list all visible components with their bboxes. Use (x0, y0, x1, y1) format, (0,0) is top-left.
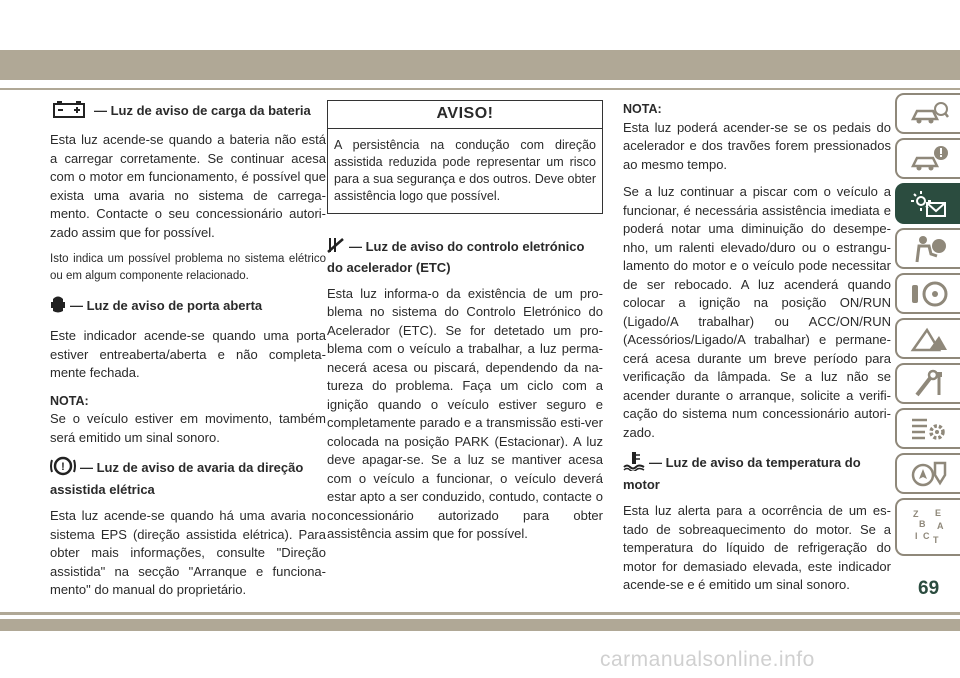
wrench-tools-icon (909, 369, 949, 399)
note-title: NOTA: (50, 393, 89, 408)
temperature-icon (623, 451, 645, 476)
svg-text:T: T (932, 535, 938, 545)
section-heading-eps (50, 456, 326, 499)
column-3 (623, 100, 891, 604)
tab-car-alert[interactable] (895, 138, 960, 179)
note-text: Esta luz poderá acender-se se os pedais do acelerador e dos travões forem pressionados ao mesmo tempo. (623, 119, 891, 172)
svg-text:C: C (922, 531, 929, 541)
column-2 (327, 100, 603, 553)
watermark: carmanualsonline.info (600, 648, 815, 671)
door-open-icon (50, 294, 66, 319)
airbag-safety-icon (909, 234, 949, 264)
tab-steering-start[interactable] (895, 273, 960, 314)
heading-text: — Luz de aviso da temperatura do motor (623, 454, 861, 492)
tab-airbag-safety[interactable] (895, 228, 960, 269)
svg-text:!: ! (61, 461, 65, 473)
paragraph: Esta luz informa-o da existência de um pro-blema no sistema do Controlo Eletrónico do Acelerador (ETC). Se for detetado um pro-blema com o veículo a trabalhar, a luz perma-necerá acesa ou piscará, dependendo da na-tureza do problema. Faça um ciclo com a ignição quando o veículo estiver seguro e completamente parado e a transmissão esti-ver colocada na posição PARK (Estacionar). A luz deve apagar-se. Se a luz se mantiver acesa com o veículo a funcionar, o veículo deverá estar apto a ser conduzido, contudo, contacte o concessionário autorizado para obter assistência assim que for possível. (327, 285, 603, 541)
note-title: NOTA: (623, 102, 662, 116)
svg-text:A: A (936, 521, 943, 531)
section-heading-battery (50, 100, 326, 123)
section-heading-temperature (623, 451, 891, 494)
warning-text: A persistência na condução com direção assistida reduzida pode representar um risco para a sua segurança e dos outros. Deve obter assistência logo que possível. (334, 137, 596, 203)
page-number: 69 (918, 578, 940, 599)
section-heading-etc (327, 236, 603, 277)
paragraph-small: Isto indica um possível problema no sistema elétrico ou em algum componente relacionado. (50, 253, 326, 282)
svg-text:B: B (918, 519, 925, 529)
navigation-multimedia-icon (909, 459, 949, 489)
paragraph: Se a luz continuar a piscar com o veículo a funcionar, é necessária assistência imediata e poderá notar uma diminuição do desempe-nho, um ralenti elevado/duro ou o estrangu-lamento do motor e o veículo pode necessitar de ser rebocado. A luz acenderá quando colocar a ignição na posição ON/RUN (Ligado/A trabalhar) ou ACC/ON/RUN (Acessórios/Ligado/A trabalhar) e permane-cerá acesa durante um breve período para verificação da lâmpada. Se a luz não se acender durante o arranque, solicite a verifi-cação do sistema num concessionário autori-zado. (623, 184, 891, 440)
heading-text: — Luz de aviso de carga da bateria (94, 102, 311, 118)
index-icon (909, 507, 949, 547)
chapter-tabs (895, 93, 960, 560)
steering-start-icon (909, 279, 949, 309)
footer-rule (0, 612, 960, 615)
tab-settings-list[interactable] (895, 408, 960, 449)
heading-text: — Luz de aviso do controlo eletrónico do acelerador (ETC) (327, 238, 585, 275)
heading-text: — Luz de aviso de avaria da direção assistida elétrica (50, 459, 304, 497)
tab-warning-triangle[interactable] (895, 318, 960, 359)
car-alert-icon (909, 144, 949, 174)
paragraph: Esta luz acende-se quando há uma avaria no sistema EPS (direção assistida elétrica). Para obter mais informações, consulte "Direção assistida" na secção "Arranque e funciona-mento" do manual do proprietário. (50, 508, 326, 597)
paragraph: Este indicador acende-se quando uma porta estiver entreaberta/aberta e não completa-mente fechada. (50, 328, 326, 380)
warning-triangle-icon (909, 324, 949, 354)
footer-band (0, 619, 960, 631)
svg-text:I: I (914, 531, 918, 541)
tab-dashboard-lights[interactable] (895, 183, 960, 224)
warning-box (327, 100, 603, 214)
svg-text:Z: Z (912, 509, 918, 519)
header-rule (0, 88, 960, 90)
section-heading-door (50, 294, 326, 319)
heading-text: — Luz de aviso de porta aberta (70, 297, 263, 313)
dashboard-lights-icon (909, 189, 949, 219)
paragraph: Esta luz alerta para a ocorrência de um es-tado de sobreaquecimento do motor. Se a temperatura do líquido de refrigeração do motor for demasiado elevada, este indicador acende-se e é emitido um sinal sonoro. (623, 503, 891, 592)
battery-icon (50, 100, 90, 123)
paragraph: Esta luz acende-se quando a bateria não está a carregar corretamente. Se continuar acesa com o motor em funcionamento, é possível que exista uma avaria no sistema de carrega-mento. Contacte o seu concessionário autori-zado assim que for possível. (50, 132, 326, 240)
tab-car-info[interactable] (895, 93, 960, 134)
column-1 (50, 100, 326, 609)
tab-index[interactable] (895, 498, 960, 556)
tab-navigation-multimedia[interactable] (895, 453, 960, 494)
note-text: Se o veículo estiver em movimento, também será emitido um sinal sonoro. (50, 411, 326, 445)
steering-warning-icon (50, 456, 76, 481)
settings-list-icon (909, 414, 949, 444)
warning-title: AVISO! (328, 101, 602, 129)
svg-text:E: E (934, 508, 941, 518)
throttle-icon (327, 236, 345, 259)
tab-wrench-tools[interactable] (895, 363, 960, 404)
header-band (0, 50, 960, 80)
car-info-icon (909, 99, 949, 129)
